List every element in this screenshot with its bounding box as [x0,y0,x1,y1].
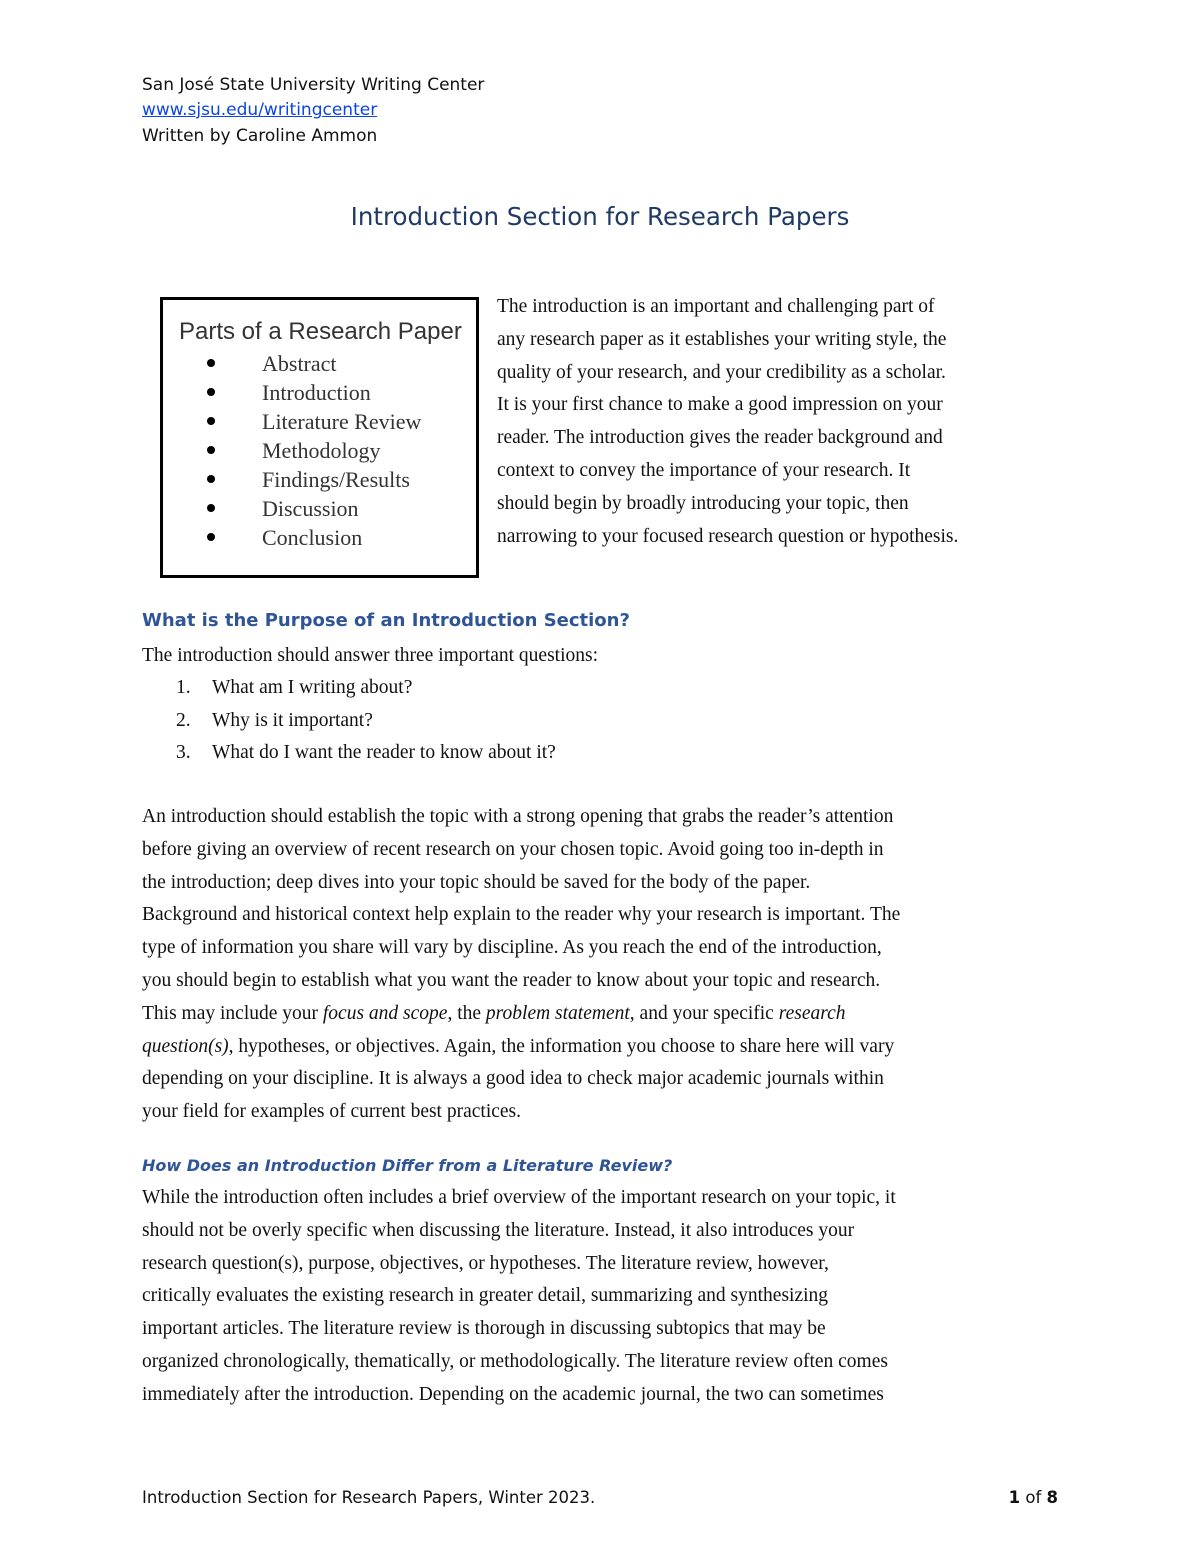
text-line: should not be overly specific when discussing the literature. Instead, it also introduces your [142,1219,855,1241]
org-name: San José State University Writing Center [142,75,485,95]
lit-review-paragraph [142,1182,1102,1412]
text-line: any research paper as it establishes your writing style, the [497,328,947,350]
question-text: Why is it important? [212,709,373,731]
bullet-icon [207,533,215,541]
page-title: Introduction Section for Research Papers [350,202,850,231]
parts-list-item [163,408,479,436]
parts-list-item [163,350,479,378]
emphasis-text: question(s) [142,1035,229,1057]
page-separator: of [1025,1488,1042,1507]
text-line: It is your first chance to make a good impression on your [497,394,943,416]
emphasis-text: focus and scope [322,1002,448,1024]
parts-list-item [163,466,479,494]
text-line: before giving an overview of recent research on your chosen topic. Avoid going too in-depth in [142,838,884,860]
list-number: 3. [176,742,191,763]
parts-item-label: Introduction [262,380,371,405]
text-line: An introduction should establish the topic with a strong opening that grabs the reader’s attention [142,806,894,827]
questions-lead: The introduction should answer three important questions: [142,645,598,666]
text-line: type of information you share will vary by discipline. As you reach the end of the introduction, [142,937,882,959]
parts-list-item [163,379,479,407]
text-line: organized chronologically, thematically, or methodologically. The literature review often comes [142,1350,888,1372]
text-run: , and your specific [629,1002,779,1024]
text-line: reader. The introduction gives the reader background and [497,427,943,449]
lit-review-heading: How Does an Introduction Differ from a Literature Review? [142,1156,673,1175]
bullet-icon [207,417,215,425]
question-text: What do I want the reader to know about it? [212,742,556,763]
text-line: your field for examples of current best practices. [142,1101,522,1123]
parts-item-label: Literature Review [262,409,422,434]
author-line: Written by Caroline Ammon [142,126,378,146]
bullet-icon [207,359,215,367]
text-line: the introduction; deep dives into your topic should be saved for the body of the paper. [142,871,811,893]
text-line: should begin by broadly introducing your topic, then [497,492,909,514]
text-line: Background and historical context help explain to the reader why your research is important. The [142,904,901,926]
parts-list-item [163,524,479,552]
page-current: 1 [1008,1488,1021,1507]
text-line [142,1031,1102,1064]
list-number: 2. [176,709,191,731]
text-line: depending on your discipline. It is always a good idea to check major academic journals within [142,1068,884,1090]
intro-paragraph [497,291,1077,553]
text-line: important articles. The literature review is thorough in discussing subtopics that may be [142,1318,826,1340]
body-paragraph [142,801,1102,1129]
writing-center-link[interactable]: www.sjsu.edu/writingcenter [142,100,378,120]
bullet-icon [207,446,215,454]
text-line: narrowing to your focused research question or hypothesis. [497,525,959,547]
purpose-heading: What is the Purpose of an Introduction Section? [142,610,630,631]
footer-title: Introduction Section for Research Papers, Winter 2023. [142,1488,596,1507]
text-run: This may include your [142,1002,323,1024]
text-run: , hypotheses, or objectives. Again, the information you choose to share here will vary [228,1035,895,1057]
emphasis-text: problem statement [485,1002,630,1024]
text-line: While the introduction often includes a brief overview of the important research on your topic, it [142,1187,896,1208]
emphasis-text: research [778,1002,846,1024]
text-line: quality of your research, and your credibility as a scholar. [497,361,946,383]
bullet-icon [207,388,215,396]
text-line: The introduction is an important and challenging part of [497,296,935,317]
list-number: 1. [176,677,191,698]
text-run: , the [447,1002,486,1024]
page-total: 8 [1046,1488,1058,1507]
bullet-icon [207,475,215,483]
question-text: What am I writing about? [212,677,413,698]
text-line: immediately after the introduction. Depending on the academic journal, the two can sometimes [142,1383,884,1405]
parts-item-label: Abstract [262,351,337,376]
text-line: research question(s), purpose, objectives, or hypotheses. The literature review, however, [142,1252,829,1274]
parts-box-title: Parts of a Research Paper [179,318,462,345]
parts-list-item [163,437,479,465]
parts-item-label: Findings/Results [262,467,410,492]
text-line: context to convey the importance of your research. It [497,459,911,481]
text-line: critically evaluates the existing research in greater detail, summarizing and synthesizing [142,1285,829,1307]
page-number [1008,1486,1058,1510]
parts-item-label: Conclusion [262,525,363,550]
parts-of-paper-box [160,297,479,578]
parts-item-label: Discussion [262,496,359,521]
text-line: you should begin to establish what you want the reader to know about your topic and research. [142,969,881,991]
parts-item-label: Methodology [262,438,381,463]
parts-list-item [163,495,479,523]
bullet-icon [207,504,215,512]
text-line [142,998,1102,1031]
